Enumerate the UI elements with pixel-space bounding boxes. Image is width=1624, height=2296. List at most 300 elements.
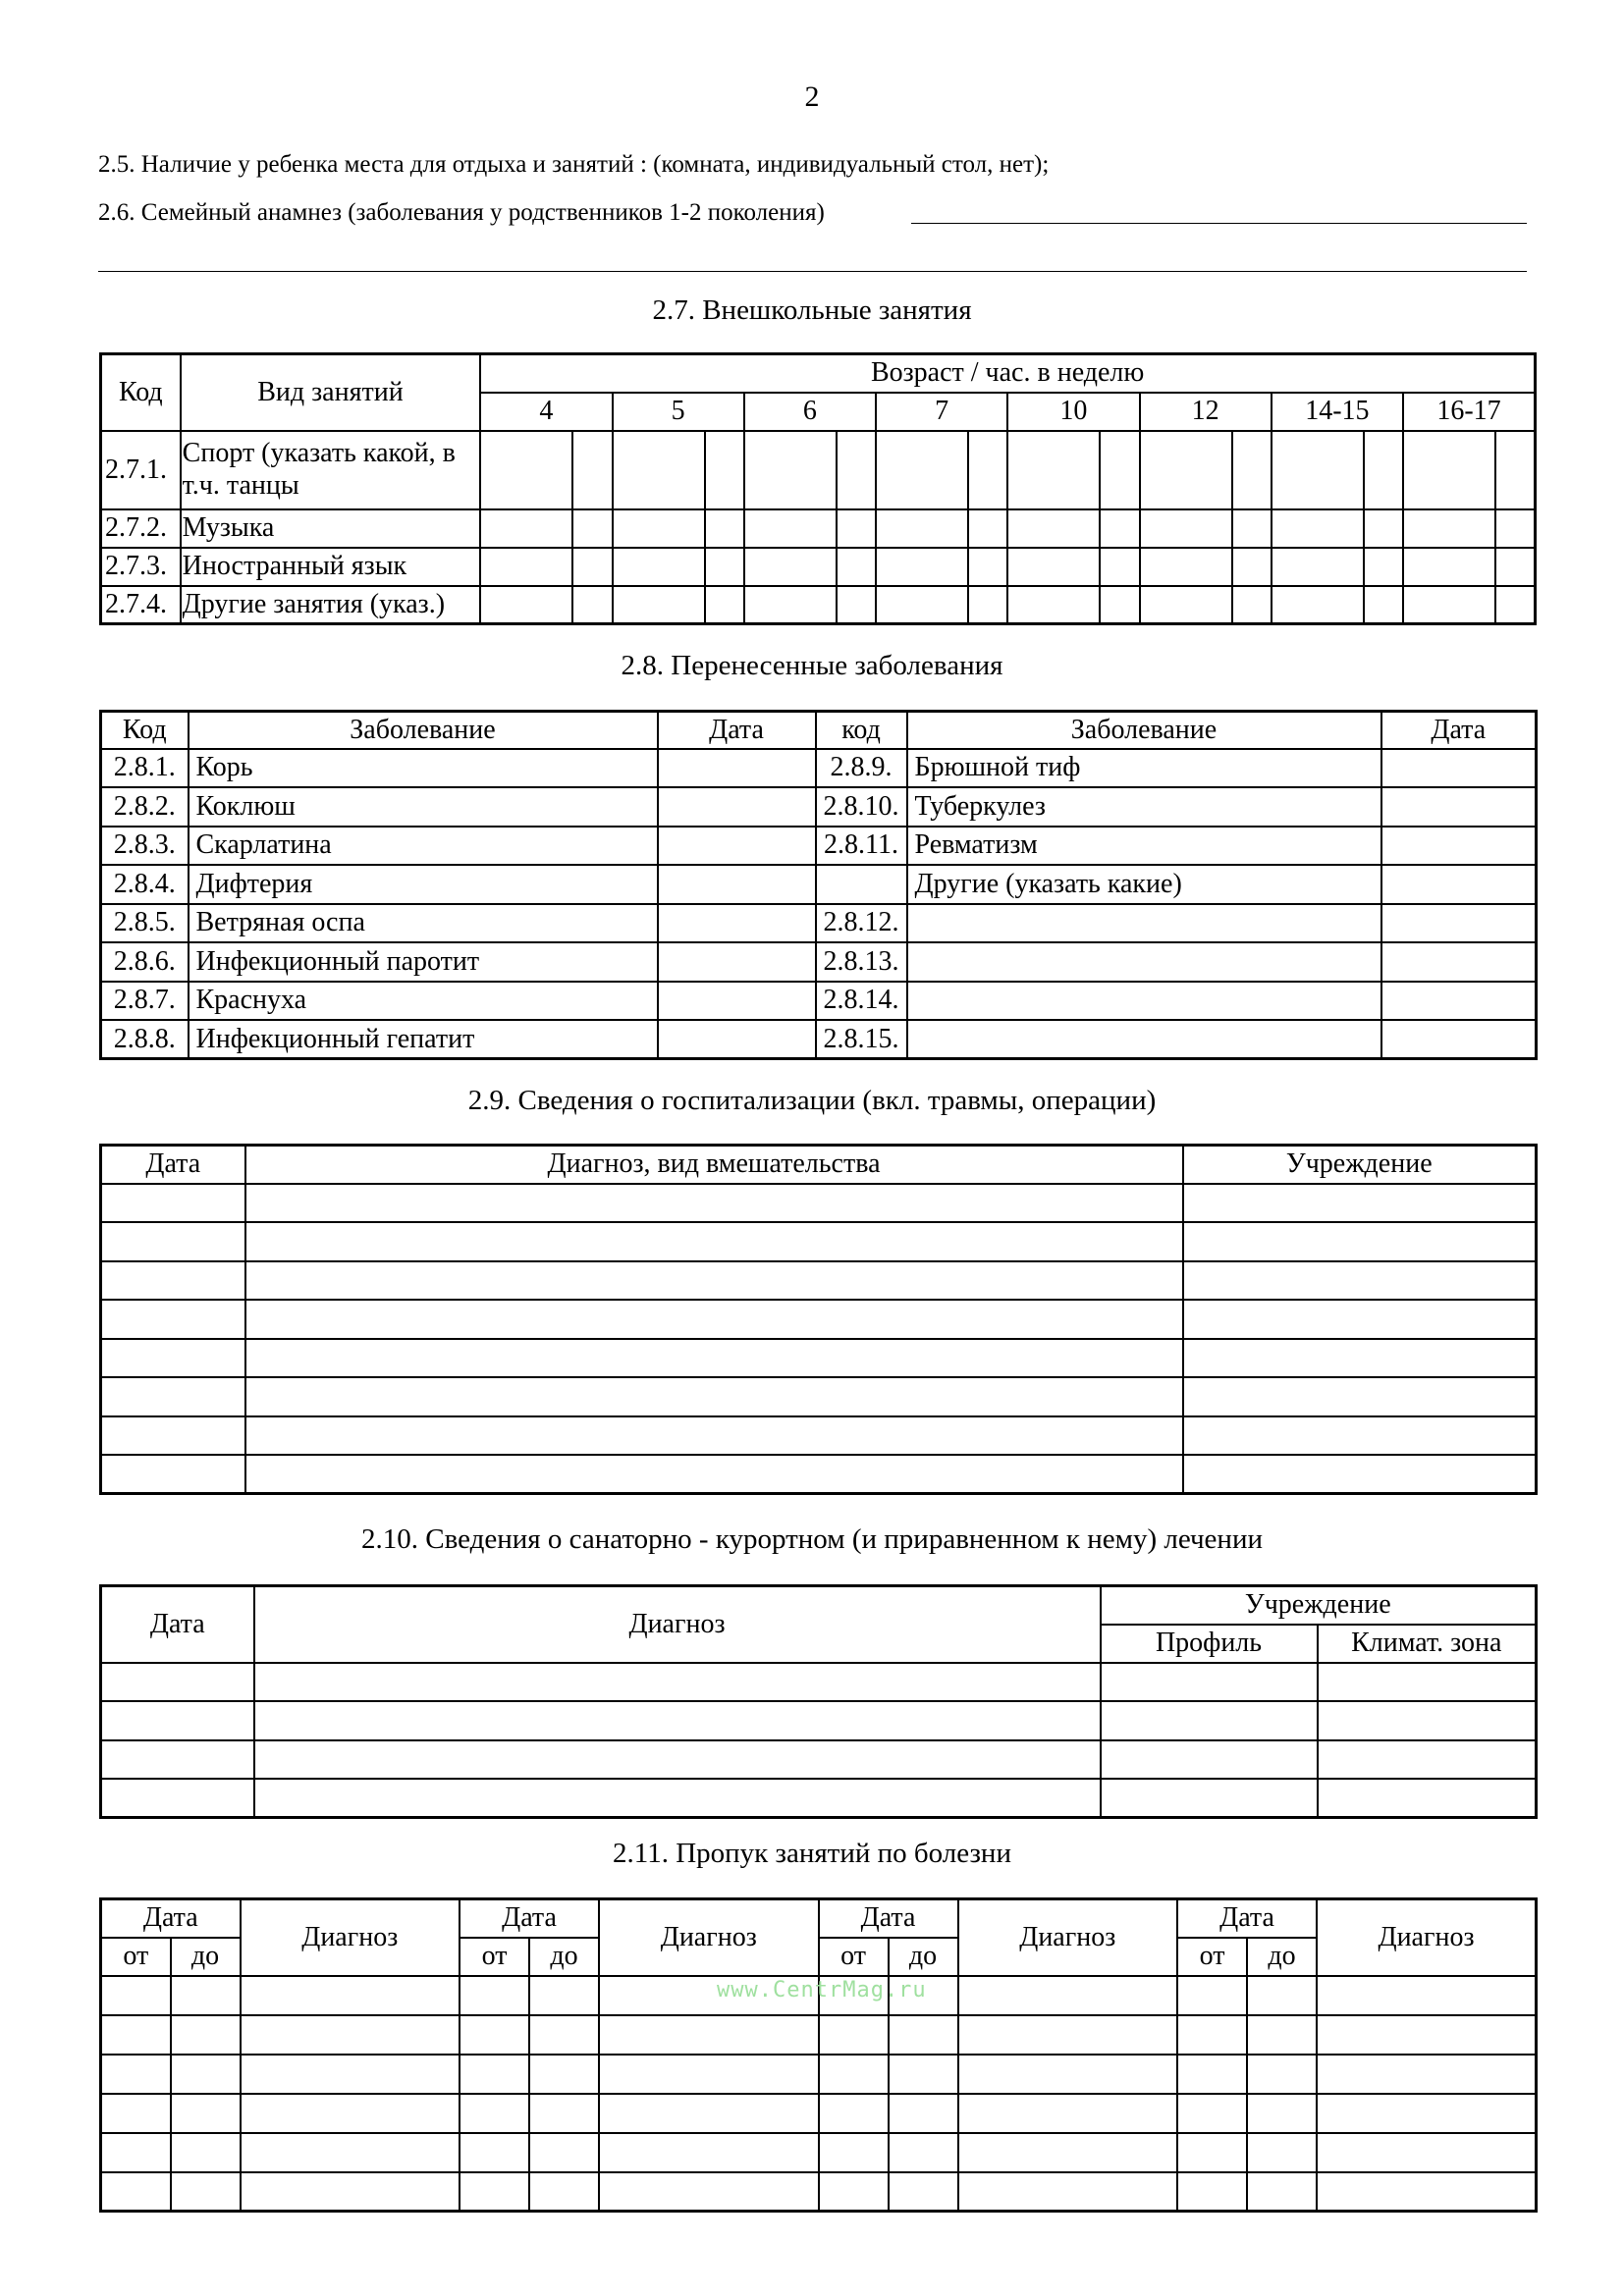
entry-cell[interactable] [529,2133,599,2172]
entry-cell[interactable] [101,1300,245,1339]
hours-cell[interactable] [1232,548,1272,586]
section-2-7-title: 2.7. Внешкольные занятия [652,294,972,326]
hours-cell[interactable] [837,548,876,586]
disease-name[interactable] [907,982,1381,1021]
hours-cell[interactable] [744,548,837,586]
hours-cell[interactable] [968,509,1007,548]
row-label: Иностранный язык [181,548,481,586]
col-from-header: от [460,1938,529,1976]
hours-cell[interactable] [1232,509,1272,548]
entry-cell[interactable] [599,2094,819,2133]
entry-cell[interactable] [889,2133,958,2172]
entry-cell[interactable] [241,2133,460,2172]
entry-cell[interactable] [1177,2055,1247,2094]
entry-cell[interactable] [254,1740,1101,1780]
disease-code: 2.8.15. [816,1020,907,1059]
hours-cell[interactable] [1232,586,1272,624]
col-date-header: Дата [101,1586,254,1663]
disease-name: Брюшной тиф [907,749,1381,788]
column-header: код [816,712,907,749]
entry-cell[interactable] [460,2094,529,2133]
row-code: 2.7.4. [101,586,181,624]
table-row [101,2133,1537,2172]
table-row [101,1416,1537,1456]
hours-cell[interactable] [1007,586,1100,624]
entry-cell[interactable] [171,2015,241,2055]
col-date-header: Дата [1177,1899,1317,1938]
disease-date-cell[interactable] [658,982,816,1021]
entry-cell[interactable] [529,2172,599,2212]
entry-cell[interactable] [958,2094,1178,2133]
disease-name: Корь [189,749,658,788]
disease-code: 2.8.11. [816,827,907,866]
absence-table [99,1897,1538,2213]
header-row [101,354,1536,393]
hours-cell[interactable] [837,586,876,624]
entry-cell[interactable] [1101,1663,1318,1702]
hours-cell[interactable] [968,548,1007,586]
entry-cell[interactable] [819,2133,889,2172]
entry-cell[interactable] [254,1779,1101,1818]
hours-cell[interactable] [744,509,837,548]
entry-cell[interactable] [1177,2172,1247,2212]
col-diagnosis-header: Диагноз [599,1899,819,1976]
entry-cell[interactable] [101,1377,245,1416]
disease-code: 2.8.2. [101,787,189,827]
entry-cell[interactable] [254,1663,1101,1702]
table-row [101,548,1536,586]
col-age-header: Возраст / час. в неделю [480,354,1535,393]
hours-cell[interactable] [1364,431,1403,509]
hours-cell[interactable] [1232,431,1272,509]
col-diagnosis-header: Диагноз [1317,1899,1537,1976]
entry-cell[interactable] [1317,2094,1537,2133]
entry-cell[interactable] [599,2172,819,2212]
hours-cell[interactable] [876,509,968,548]
entry-cell[interactable] [958,2172,1178,2212]
hours-cell[interactable] [1272,509,1364,548]
past-diseases-table [99,710,1538,1060]
entry-cell[interactable] [958,2015,1178,2055]
entry-cell[interactable] [101,1261,245,1301]
entry-cell[interactable] [171,2172,241,2212]
disease-date-cell[interactable] [1381,1020,1537,1059]
table-row [101,1222,1537,1261]
col-activity-header: Вид занятий [181,354,481,431]
disease-name[interactable] [907,942,1381,982]
col-diagnosis-header: Диагноз [254,1586,1101,1663]
entry-cell[interactable] [245,1222,1183,1261]
entry-cell[interactable] [101,1740,254,1780]
hours-cell[interactable] [1403,586,1495,624]
table-row [101,942,1537,982]
entry-cell[interactable] [101,2015,171,2055]
entry-cell[interactable] [1247,2133,1317,2172]
entry-cell[interactable] [1317,2055,1537,2094]
column-header: Дата [101,1146,245,1184]
entry-cell[interactable] [1183,1339,1537,1378]
row-label: Музыка [181,509,481,548]
col-from-header: от [101,1938,171,1976]
extracurricular-table [99,352,1537,625]
hours-cell[interactable] [968,586,1007,624]
table-row [101,431,1536,509]
disease-name[interactable] [907,904,1381,943]
table-row [101,2055,1537,2094]
row-code: 2.7.1. [101,431,181,509]
col-diagnosis-header: Диагноз [958,1899,1178,1976]
entry-cell[interactable] [460,2015,529,2055]
row-label: Спорт (указать какой, в т.ч. танцы [181,431,481,509]
entry-cell[interactable] [245,1184,1183,1223]
entry-cell[interactable] [1247,2094,1317,2133]
age-header: 5 [613,393,744,431]
disease-code: 2.8.6. [101,942,189,982]
table-row [101,2172,1537,2212]
column-header: Диагноз, вид вмешательства [245,1146,1183,1184]
entry-cell[interactable] [1317,2172,1537,2212]
disease-name: Скарлатина [189,827,658,866]
hours-cell[interactable] [1272,586,1364,624]
entry-cell[interactable] [819,2094,889,2133]
column-header: Дата [658,712,816,749]
hours-cell[interactable] [1403,548,1495,586]
entry-cell[interactable] [241,1976,460,2015]
disease-date-cell[interactable] [1381,787,1537,827]
entry-cell[interactable] [101,2172,171,2212]
row-label: Другие занятия (указ.) [181,586,481,624]
hours-cell[interactable] [744,586,837,624]
col-from-header: от [819,1938,889,1976]
hours-cell[interactable] [705,548,744,586]
entry-cell[interactable] [889,2015,958,2055]
age-header: 12 [1140,393,1272,431]
hours-cell[interactable] [968,431,1007,509]
table-row [101,586,1536,624]
entry-cell[interactable] [245,1261,1183,1301]
hours-cell[interactable] [1495,586,1535,624]
disease-date-cell[interactable] [658,942,816,982]
hours-cell[interactable] [1364,586,1403,624]
hours-cell[interactable] [1100,548,1139,586]
hours-cell[interactable] [876,431,968,509]
disease-name: Другие (указать какие) [907,865,1381,904]
watermark: www.CentrMag.ru [717,1978,927,2002]
entry-cell[interactable] [1247,2172,1317,2212]
entry-cell[interactable] [958,2055,1178,2094]
entry-cell[interactable] [171,2094,241,2133]
entry-cell[interactable] [460,2133,529,2172]
table-row [101,2015,1537,2055]
age-header: 10 [1007,393,1139,431]
entry-cell[interactable] [599,2133,819,2172]
disease-date-cell[interactable] [658,749,816,788]
family-rest-place-line: 2.5. Наличие у ребенка места для отдыха и занятий : (комната, индивидуальный стол, нет); [98,151,1050,178]
entry-cell[interactable] [1177,2133,1247,2172]
hours-cell[interactable] [572,586,612,624]
hours-cell[interactable] [1007,548,1100,586]
entry-cell[interactable] [254,1701,1101,1740]
entry-cell[interactable] [171,2055,241,2094]
family-anamnesis-line: 2.6. Семейный анамнез (заболевания у родственников 1-2 поколения) [98,199,825,226]
hours-cell[interactable] [1100,586,1139,624]
column-header: Код [101,712,189,749]
disease-code [816,865,907,904]
entry-cell[interactable] [529,2055,599,2094]
entry-cell[interactable] [101,1222,245,1261]
hours-cell[interactable] [1140,431,1232,509]
entry-cell[interactable] [460,1976,529,2015]
disease-name: Коклюш [189,787,658,827]
entry-cell[interactable] [1317,2133,1537,2172]
age-header: 14-15 [1272,393,1403,431]
entry-cell[interactable] [1183,1416,1537,1456]
table-row [101,749,1537,788]
entry-cell[interactable] [245,1377,1183,1416]
section-2-11-title: 2.11. Пропук занятий по болезни [613,1838,1011,1869]
hours-cell[interactable] [613,431,705,509]
entry-cell[interactable] [1317,2015,1537,2055]
entry-cell[interactable] [1317,1976,1537,2015]
header-row [101,1899,1537,1938]
age-header: 16-17 [1403,393,1536,431]
table-row [101,865,1537,904]
entry-cell[interactable] [1183,1455,1537,1494]
disease-date-cell[interactable] [658,787,816,827]
table-row [101,1377,1537,1416]
entry-cell[interactable] [101,1779,254,1818]
hours-cell[interactable] [1100,431,1139,509]
entry-cell[interactable] [241,2055,460,2094]
entry-cell[interactable] [241,2094,460,2133]
entry-cell[interactable] [1183,1261,1537,1301]
entry-cell[interactable] [819,2055,889,2094]
col-date-header: Дата [101,1899,241,1938]
entry-cell[interactable] [889,2055,958,2094]
entry-cell[interactable] [1247,2055,1317,2094]
table-row [101,2094,1537,2133]
entry-cell[interactable] [460,2172,529,2212]
hours-cell[interactable] [1140,586,1232,624]
anamnesis-fill-line-2[interactable] [98,271,1527,272]
table-row [101,904,1537,943]
entry-cell[interactable] [101,2133,171,2172]
row-code: 2.7.2. [101,509,181,548]
entry-cell[interactable] [1183,1184,1537,1223]
section-2-8-title: 2.8. Перенесенные заболевания [621,650,1003,681]
table-row [101,1740,1537,1780]
hours-cell[interactable] [705,509,744,548]
header-row [101,1586,1537,1625]
hours-cell[interactable] [1140,548,1232,586]
disease-code: 2.8.12. [816,904,907,943]
age-header: 7 [876,393,1007,431]
hours-cell[interactable] [613,509,705,548]
entry-cell[interactable] [1318,1701,1537,1740]
hospitalization-table [99,1144,1538,1495]
entry-cell[interactable] [529,1976,599,2015]
entry-cell[interactable] [599,2055,819,2094]
disease-code: 2.8.1. [101,749,189,788]
col-date-header: Дата [819,1899,958,1938]
entry-cell[interactable] [529,2015,599,2055]
disease-date-cell[interactable] [658,904,816,943]
column-header: Заболевание [907,712,1381,749]
entry-cell[interactable] [1247,1976,1317,2015]
entry-cell[interactable] [889,2172,958,2212]
entry-cell[interactable] [101,1184,245,1223]
disease-name: Ветряная оспа [189,904,658,943]
header-row [101,712,1537,749]
hours-cell[interactable] [1403,431,1495,509]
disease-name: Инфекционный паротит [189,942,658,982]
entry-cell[interactable] [245,1455,1183,1494]
hours-cell[interactable] [1364,509,1403,548]
disease-code: 2.8.8. [101,1020,189,1059]
disease-code: 2.8.4. [101,865,189,904]
entry-cell[interactable] [1101,1701,1318,1740]
entry-cell[interactable] [241,2172,460,2212]
anamnesis-fill-line-1[interactable] [911,223,1527,224]
page-number: 2 [804,80,820,113]
hours-cell[interactable] [572,431,612,509]
table-row [101,1779,1537,1818]
entry-cell[interactable] [819,2172,889,2212]
hours-cell[interactable] [480,586,572,624]
disease-code: 2.8.10. [816,787,907,827]
entry-cell[interactable] [1183,1377,1537,1416]
hours-cell[interactable] [1100,509,1139,548]
entry-cell[interactable] [171,2133,241,2172]
table-row [101,1701,1537,1740]
col-to-header: до [889,1938,958,1976]
table-row [101,1261,1537,1301]
table-row [101,1020,1537,1059]
disease-code: 2.8.7. [101,982,189,1021]
entry-cell[interactable] [101,1455,245,1494]
section-2-9-title: 2.9. Сведения о госпитализации (вкл. травмы, операции) [467,1085,1157,1116]
disease-date-cell[interactable] [1381,982,1537,1021]
hours-cell[interactable] [837,431,876,509]
hours-cell[interactable] [1403,509,1495,548]
entry-cell[interactable] [1101,1779,1318,1818]
table-row [101,982,1537,1021]
hours-cell[interactable] [572,509,612,548]
disease-name: Туберкулез [907,787,1381,827]
disease-date-cell[interactable] [1381,749,1537,788]
hours-cell[interactable] [1272,431,1364,509]
hours-cell[interactable] [613,548,705,586]
entry-cell[interactable] [101,1701,254,1740]
column-header: Дата [1381,712,1537,749]
entry-cell[interactable] [1183,1222,1537,1261]
row-code: 2.7.3. [101,548,181,586]
entry-cell[interactable] [1318,1740,1537,1780]
hours-cell[interactable] [480,548,572,586]
entry-cell[interactable] [1247,2015,1317,2055]
hours-cell[interactable] [1272,548,1364,586]
entry-cell[interactable] [1318,1663,1537,1702]
hours-cell[interactable] [1364,548,1403,586]
entry-cell[interactable] [819,2015,889,2055]
hours-cell[interactable] [1007,431,1100,509]
disease-date-cell[interactable] [658,827,816,866]
disease-name[interactable] [907,1020,1381,1059]
hours-cell[interactable] [1007,509,1100,548]
entry-cell[interactable] [101,2055,171,2094]
entry-cell[interactable] [1183,1300,1537,1339]
disease-code: 2.8.5. [101,904,189,943]
hours-cell[interactable] [480,431,572,509]
entry-cell[interactable] [101,1976,171,2015]
table-row [101,1300,1537,1339]
sanatorium-table [99,1584,1538,1819]
entry-cell[interactable] [460,2055,529,2094]
entry-cell[interactable] [101,1416,245,1456]
disease-date-cell[interactable] [1381,904,1537,943]
disease-date-cell[interactable] [1381,865,1537,904]
disease-name: Инфекционный гепатит [189,1020,658,1059]
hours-cell[interactable] [1495,431,1535,509]
col-profile-header: Профиль [1101,1625,1318,1663]
table-row [101,1184,1537,1223]
hours-cell[interactable] [705,586,744,624]
entry-cell[interactable] [101,1339,245,1378]
hours-cell[interactable] [613,586,705,624]
entry-cell[interactable] [1177,1976,1247,2015]
hours-cell[interactable] [1140,509,1232,548]
entry-cell[interactable] [1101,1740,1318,1780]
hours-cell[interactable] [837,509,876,548]
entry-cell[interactable] [599,2015,819,2055]
entry-cell[interactable] [171,1976,241,2015]
hours-cell[interactable] [876,548,968,586]
hours-cell[interactable] [876,586,968,624]
disease-name: Ревматизм [907,827,1381,866]
hours-cell[interactable] [744,431,837,509]
col-zone-header: Климат. зона [1318,1625,1537,1663]
entry-cell[interactable] [241,2015,460,2055]
disease-date-cell[interactable] [1381,942,1537,982]
entry-cell[interactable] [1177,2015,1247,2055]
disease-date-cell[interactable] [1381,827,1537,866]
disease-date-cell[interactable] [658,865,816,904]
entry-cell[interactable] [958,2133,1178,2172]
entry-cell[interactable] [529,2094,599,2133]
disease-date-cell[interactable] [658,1020,816,1059]
entry-cell[interactable] [958,1976,1178,2015]
hours-cell[interactable] [1495,548,1535,586]
table-row [101,1339,1537,1378]
entry-cell[interactable] [245,1416,1183,1456]
entry-cell[interactable] [1177,2094,1247,2133]
entry-cell[interactable] [101,1663,254,1702]
hours-cell[interactable] [572,548,612,586]
entry-cell[interactable] [245,1300,1183,1339]
age-header: 4 [480,393,612,431]
table-row [101,1663,1537,1702]
age-header: 6 [744,393,876,431]
entry-cell[interactable] [101,2094,171,2133]
hours-cell[interactable] [480,509,572,548]
hours-cell[interactable] [1495,509,1535,548]
table-row [101,509,1536,548]
header-row [101,1146,1537,1184]
entry-cell[interactable] [245,1339,1183,1378]
entry-cell[interactable] [1318,1779,1537,1818]
hours-cell[interactable] [705,431,744,509]
entry-cell[interactable] [889,2094,958,2133]
